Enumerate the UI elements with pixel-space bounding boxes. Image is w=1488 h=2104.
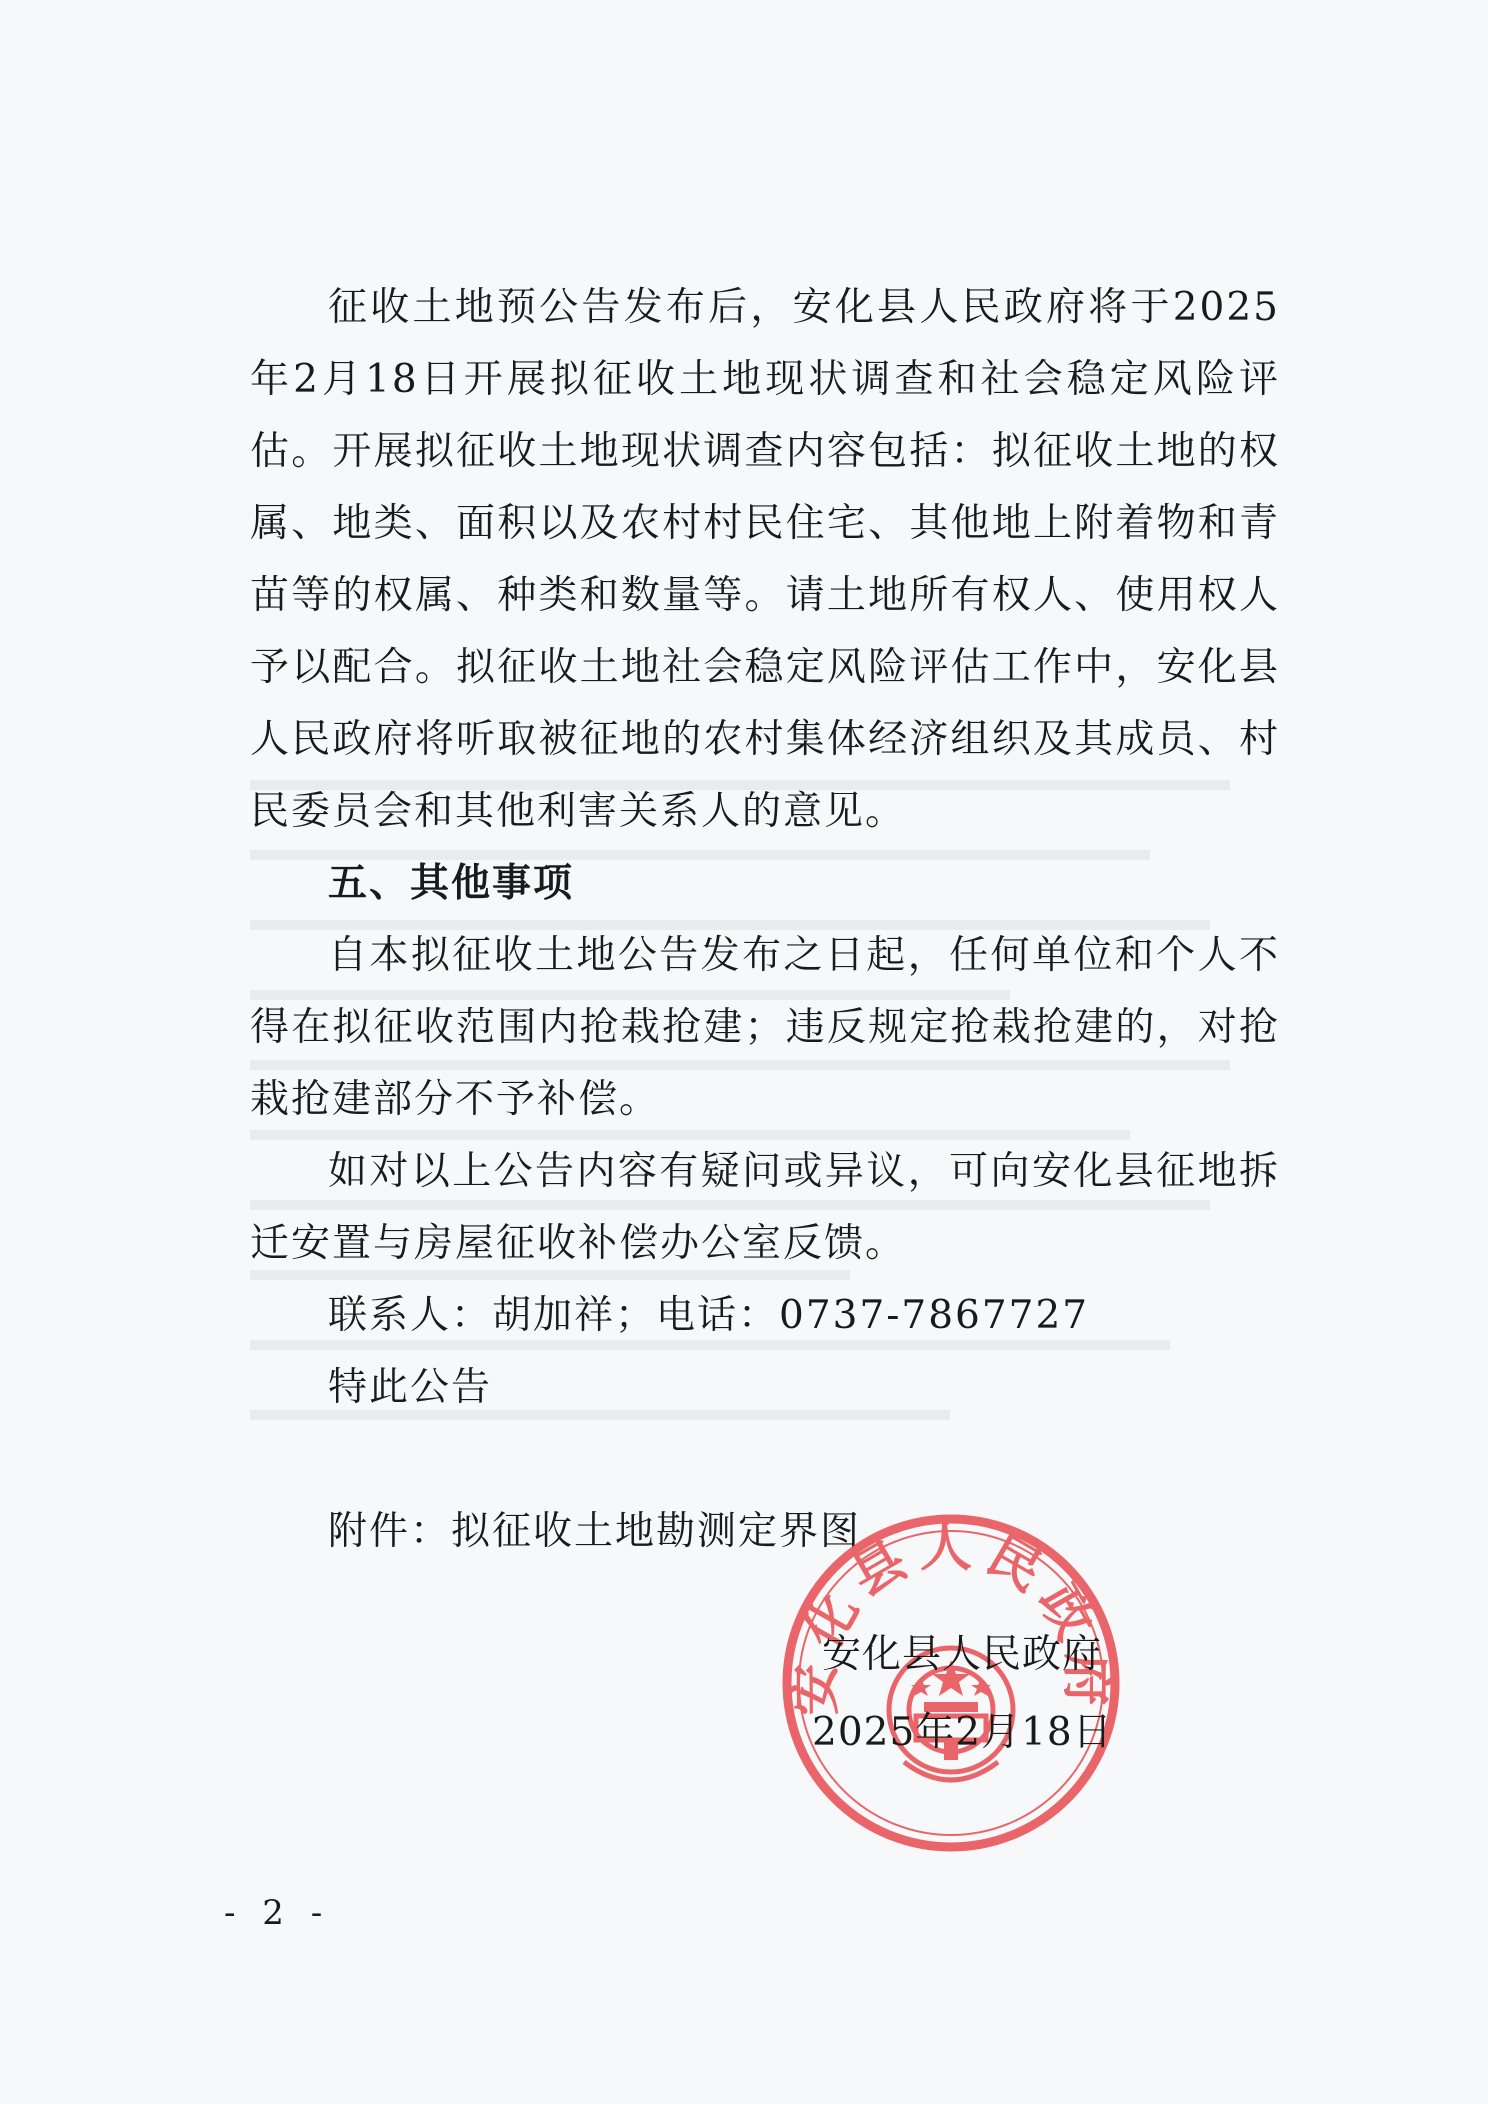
paragraph-prohibition: 自本拟征收土地公告发布之日起，任何单位和个人不得在拟征收范围内抢栽抢建；违反规定抢栽抢建的，对抢栽抢建部分不予补偿。 xyxy=(250,933,1280,1122)
paragraph-survey: 征收土地预公告发布后，安化县人民政府将于2025年2月18日开展拟征收土地现状调查和社会稳定风险评估。开展拟征收土地现状调查内容包括：拟征收土地的权属、地类、面积以及农村村民住宅、其他地上附着物和青苗等的权属、种类和数量等。请土地所有权人、使用权人予以配合。拟征收土地社会稳定风险评估工作中，安化县人民政府将听取被征地的农村集体经济组织及其成员、村民委员会和其他利害关系人的意见。 xyxy=(250,285,1280,834)
page-number: - 2 - xyxy=(224,1893,331,1933)
closing-line: 特此公告 xyxy=(328,1365,493,1410)
paragraph-feedback: 如对以上公告内容有疑问或异议，可向安化县征地拆迁安置与房屋征收补偿办公室反馈。 xyxy=(250,1149,1280,1266)
attachment-line: 附件：拟征收土地勘测定界图 xyxy=(328,1509,862,1554)
issue-date: 2025年2月18日 xyxy=(812,1710,1113,1755)
svg-text:安化县人民政府: 安化县人民政府 xyxy=(785,1518,1117,1716)
signoff-block xyxy=(812,1616,1113,1772)
section-heading-other-matters: 五、其他事项 xyxy=(328,861,575,906)
contact-line: 联系人：胡加祥；电话：0737-7867727 xyxy=(328,1293,1090,1338)
body-text xyxy=(250,272,1280,1568)
issuing-organization: 安化县人民政府 xyxy=(822,1632,1103,1677)
